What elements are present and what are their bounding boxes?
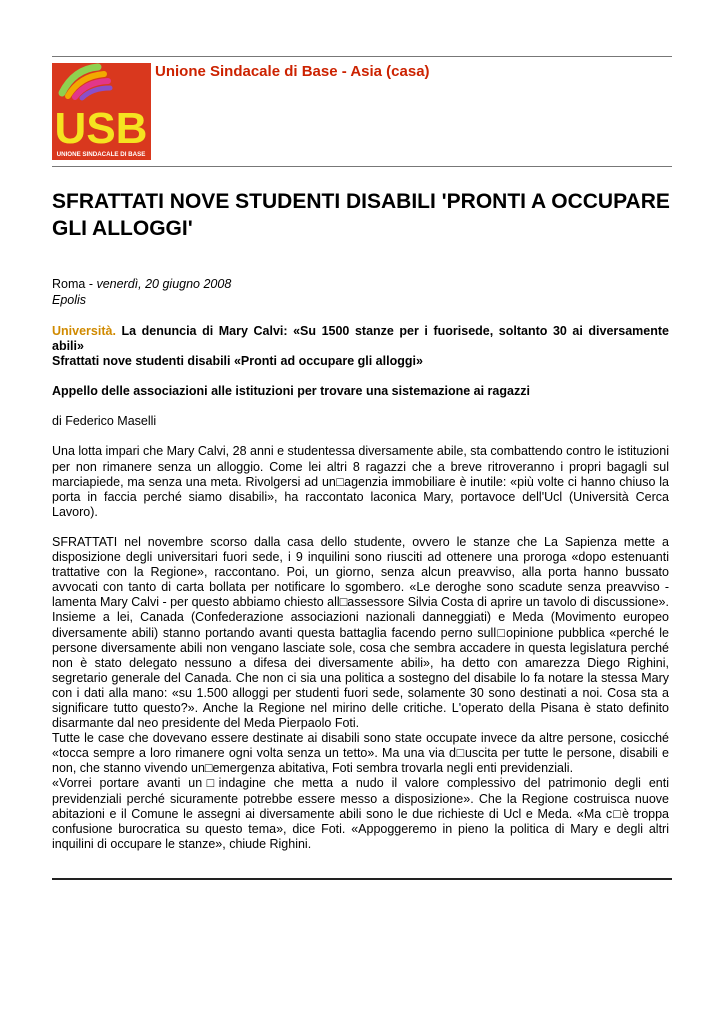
publication-date: venerdì, 20 giugno 2008 — [96, 277, 232, 291]
bottom-rule — [52, 878, 672, 880]
usb-logo — [52, 63, 151, 160]
paragraph-4: «Vorrei portare avanti un□indagine che metta a nudo il valore complessivo del patrimonio degli enti previdenziali perché sicuramente potrebbe essere messo a disposizione». Che la Regione costruisca nuove abitazioni e il Comune le assegni ai diversamente abili sono le due richieste di Ucl e Meda. «Ma c□è troppa confusione burocratica su questo tema», dice Foti. «Appoggeremo in pieno la politica di Mary e degli altri inquilini di occupare le stanze», chiude Righini. — [52, 776, 669, 851]
headline-line-2: Sfrattati nove studenti disabili «Pronti ad occupare gli alloggi» — [52, 354, 423, 369]
paragraph-1: Una lotta impari che Mary Calvi, 28 anni e studentessa diversamente abile, sta combattendo contro le istituzioni per non rimanere senza un alloggio. Come lei altri 8 ragazzi che a breve ritroveranno i propri bagagli sul marciapiede, ma senza una meta. Rivolgersi ad un□agenzia immobiliare è inutile: «più volte ci hanno chiuso la porta in faccia perché siamo disabili», ha raccontato laconica Mary, portavoce dell'Ucl (Università Cerca Lavoro). — [52, 444, 669, 519]
org-name: Unione Sindacale di Base - Asia (casa) — [155, 63, 430, 80]
header-bottom-rule — [52, 166, 672, 167]
paragraph-2: SFRATTATI nel novembre scorso dalla casa dello studente, ovvero le stanze che La Sapienza mette a disposizione degli universitari fuori sede, i 9 inquilini sono riusciti ad ottenere una proroga «dopo estenuanti trattative con la Regione», raccontano. Poi, un giorno, senza alcun preavviso, alla porta hanno bussato avvocati con tanto di carta bollata per notificare lo sgombero. «Le deroghe sono scadute senza preavviso - lamenta Mary Calvi - per questo abbiamo chiesto all□assessore Silvia Costa di aprire un tavolo di discussione». Insieme a lei, Canada (Confederazione associazioni nazionali danneggiati) e Meda (Movimento europeo diversamente abili) stanno portando avanti questa battaglia facendo perno sull□opinione pubblica «perché le persone diversamente abili non vengano lasciate sole, cosa che sembra accadere in questa legislatura perché non è stato delegato nessuno a difesa dei diversamente abili», ha detto con amarezza Diego Righini, segretario generale del Canada. Che non ci sia una politica a sostegno del disabile lo fa notare la stessa Mary con i dati alla mano: «su 1.500 alloggi per studenti fuori sede, solamente 30 sono destinati a noi. Cosa sta a significare tutto questo?». Anche la Regione nel mirino delle critiche. L'operato della Pisana è stato definito disarmante dal neo presidente del Meda Pierpaolo Foti. — [52, 534, 669, 731]
svg-text:USB: USB — [54, 104, 148, 153]
headline — [52, 324, 669, 354]
kicker: Università. — [52, 324, 116, 338]
place: Roma - — [52, 277, 97, 291]
publication-source: Epolis — [52, 293, 87, 307]
subheadline: Appello delle associazioni alle istituzioni per trovare una sistemazione ai ragazzi — [52, 384, 530, 399]
byline: di Federico Maselli — [52, 414, 157, 429]
article-body — [52, 324, 669, 852]
svg-text:UNIONE SINDACALE DI BASE: UNIONE SINDACALE DI BASE — [56, 151, 146, 158]
paragraph-3: Tutte le case che dovevano essere destinate ai disabili sono state occupate invece da altre persone, cosicché «tocca sempre a loro rimanere ogni volta senza un tetto». Ma una via d□uscita per tutte le persone, disabili e non, che stanno vivendo un□emergenza abitativa, Foti sembra trovarla negli enti previdenziali. — [52, 731, 669, 776]
article-title: SFRATTATI NOVE STUDENTI DISABILI 'PRONTI A OCCUPARE GLI ALLOGGI' — [52, 190, 670, 240]
dateline — [52, 276, 231, 308]
headline-line-1: La denuncia di Mary Calvi: «Su 1500 stanze per i fuorisede, soltanto 30 ai diversamente abili» — [52, 324, 669, 354]
top-rule — [52, 56, 672, 57]
